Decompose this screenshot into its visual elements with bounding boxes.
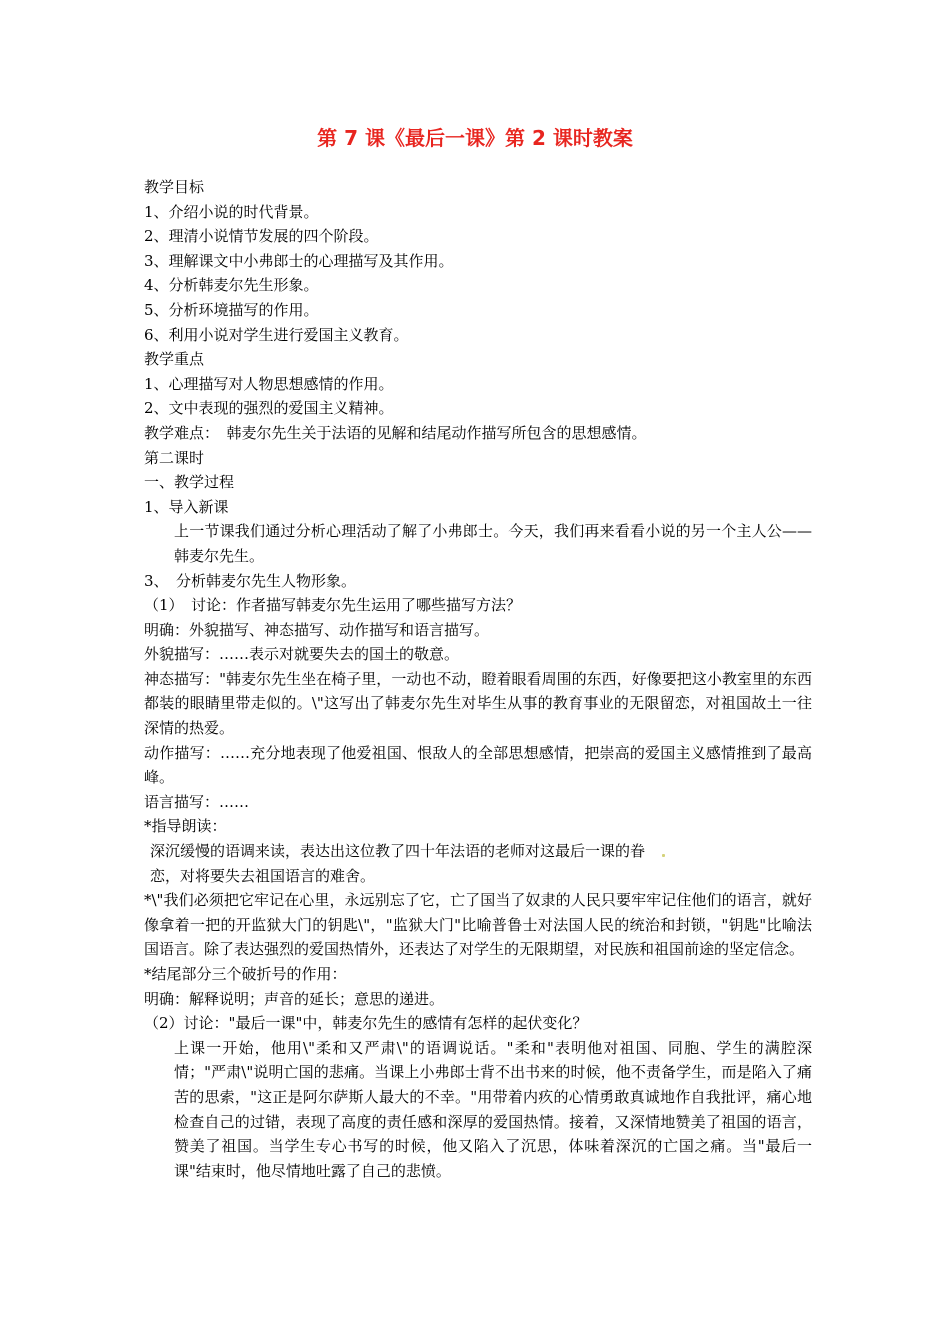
lesson-heading: 第二课时 bbox=[144, 448, 205, 467]
document-title: 第 7 课《最后一课》第 2 课时教案 bbox=[317, 126, 633, 150]
section-heading-goals: 教学目标 bbox=[144, 178, 205, 196]
step-heading: 1、导入新课 bbox=[144, 497, 229, 516]
goal-item: 3、理解课文中小弗郎士的心理描写及其作用。 bbox=[144, 251, 454, 270]
process-heading: 一、教学过程 bbox=[144, 473, 235, 492]
reading-guide-line: 恋，对将要失去祖国语言的难舍。 bbox=[150, 866, 376, 885]
key-point-item: 1、心理描写对人物思想感情的作用。 bbox=[144, 374, 394, 393]
discussion-question: （2）讨论："最后一课"中，韩麦尔先生的感情有怎样的起伏变化？ bbox=[144, 1014, 588, 1033]
scan-artifact-dot bbox=[662, 854, 665, 857]
emotion-paragraph: 上课一开始，他用\"柔和又严肃\"的语调说话。"柔和"表明他对祖国、同胞、学生的满腔深情；"严肃\"说明亡国的悲痛。当课上小弗郎士背不出书来的时候，他不责备学生，而是陷入了痛苦的思索，"这正是阿尔萨斯人最大的不幸。"用带着内疚的心情勇敢真诚地作自我批评，痛心地检查自己的过错，表现了高度的责任感和深厚的爱国热情。接着，又深情地赞美了祖国的语言，赞美了祖国。当学生专心书写的时候，他又陷入了沉思，体味着深沉的亡国之痛。当"最后一课"结束时，他尽情地吐露了自己的悲愤。 bbox=[174, 1038, 812, 1180]
action-paragraph: 动作描写：……充分地表现了他爱祖国、恨敌人的全部思想感情，把崇高的爱国主义感情推到了最高峰。 bbox=[144, 743, 812, 787]
goal-item: 1、介绍小说的时代背景。 bbox=[144, 202, 319, 221]
dash-usage-heading: *结尾部分三个破折号的作用： bbox=[144, 965, 347, 983]
intro-paragraph: 上一节课我们通过分析心理活动了解了小弗郎士。今天，我们再来看看小说的另一个主人公——韩麦尔先生。 bbox=[174, 522, 812, 565]
answer-line: 明确：解释说明；声音的延长；意思的递进。 bbox=[144, 989, 445, 1008]
goal-item: 6、利用小说对学生进行爱国主义教育。 bbox=[144, 325, 409, 344]
reading-guide-text: 深沉缓慢的语调来读，表达出这位教了四十年法语的老师对这最后一课的眷 bbox=[150, 842, 646, 861]
section-heading-key-points: 教学重点 bbox=[144, 350, 205, 369]
key-point-item: 2、文中表现的强烈的爱国主义精神。 bbox=[144, 399, 394, 418]
discussion-question: （1） 讨论：作者描写韩麦尔先生运用了哪些描写方法？ bbox=[144, 596, 522, 615]
goal-item: 4、分析韩麦尔先生形象。 bbox=[144, 276, 319, 295]
step-heading: 3、 分析韩麦尔先生人物形象。 bbox=[144, 571, 357, 590]
difficulty-line: 教学难点： 韩麦尔先生关于法语的见解和结尾动作描写所包含的思想感情。 bbox=[144, 423, 647, 442]
goal-item: 2、理清小说情节发展的四个阶段。 bbox=[144, 227, 379, 246]
language-description: 语言描写：…… bbox=[144, 792, 250, 811]
expression-paragraph: 神态描写："韩麦尔先生坐在椅子里，一动也不动，瞪着眼看周围的东西，好像要把这小教室里的东西都装的眼睛里带走似的。\"这写出了韩麦尔先生对毕生从事的教育事业的无限留恋，对祖国故土一往深情的热爱。 bbox=[144, 669, 812, 738]
document-body bbox=[144, 175, 812, 1183]
goal-item: 5、分析环境描写的作用。 bbox=[144, 300, 319, 319]
quote-paragraph: *\"我们必须把它牢记在心里，永远别忘了它，亡了国当了奴隶的人民只要牢牢记住他们的语言，就好像拿着一把的开监狱大门的钥匙\"，"监狱大门"比喻普鲁士对法国人民的统治和封锁，"钥匙"比喻法国语言。除了表达强烈的爱国热情外，还表达了对学生的无限期望，对民族和祖国前途的坚定信念。 bbox=[144, 891, 812, 959]
reading-guide-heading: *指导朗读： bbox=[144, 817, 227, 836]
appearance-description: 外貌描写：……表示对就要失去的国土的敬意。 bbox=[144, 645, 460, 664]
reading-guide-line bbox=[144, 839, 812, 864]
answer-line: 明确：外貌描写、神态描写、动作描写和语言描写。 bbox=[144, 620, 490, 639]
